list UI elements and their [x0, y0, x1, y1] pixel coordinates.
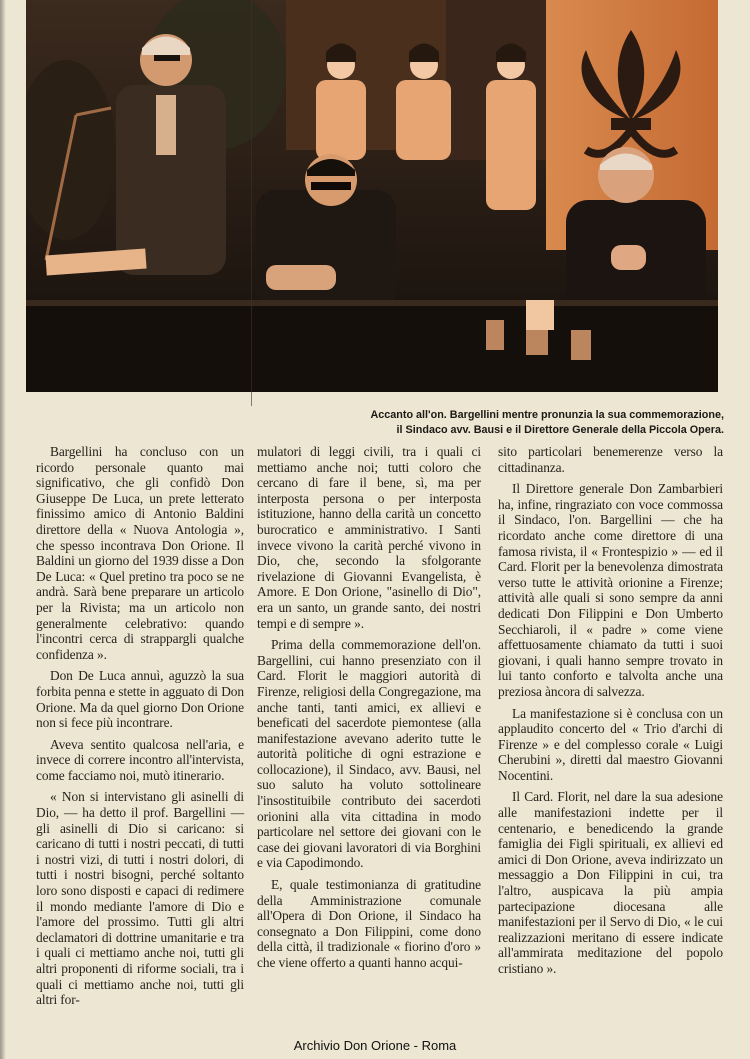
article-column-3 — [498, 444, 723, 983]
paragraph: Aveva sentito qualcosa nell'aria, e invece di correre incontro all'intervista, come facciamo noi, mutò itinerario. — [36, 736, 244, 783]
paragraph: Don De Luca annuì, aguzzò la sua forbita penna e stette in agguato di Don Orione. Ma da quel giorno Don Orione non si fece più incontrare. — [36, 668, 244, 731]
paragraph: Il Card. Florit, nel dare la sua adesione alle manifestazioni indette per il centenario, e benedicendo la grande famiglia dei Figli spirituali, ex allievi ed amici di Don Orione, aveva indirizzato un messaggio a Don Filippini in cui, tra l'altro, auspicava la più ampia partecipazione diocesana alle manifestazioni per il Servo di Dio, « le cui realizzazioni meritano di essere indicate all'ammirata meditazione del popolo cristiano ». — [498, 789, 723, 976]
photo-caption — [284, 408, 724, 438]
commemoration-photo — [26, 0, 718, 392]
paragraph: mulatori di leggi civili, tra i quali ci mettiamo anche noi; tutti coloro che cercano di fare il bene, sì, ma per interposta persona o per interposta istituzione, hanno della carità un concetto burocratico e amministrativo. I Santi invece vivono la carità perché vivono in Dio, che, secondo la sfolgorante rivelazione di Giovanni Evangelista, è Amore. E Don Orione, "asinello di Dio", era un santo, un grande santo, dei nostri tempi e di sempre ». — [257, 444, 481, 631]
article-column-1 — [36, 444, 244, 1014]
caption-line-2: il Sindaco avv. Bausi e il Direttore Generale della Piccola Opera. — [396, 424, 724, 436]
page-fold — [251, 0, 252, 406]
article-column-2 — [257, 444, 481, 977]
paragraph: La manifestazione si è conclusa con un applaudito concerto del « Trio d'archi di Firenze » e del complesso corale « Luigi Cherubini », diretti dal maestro Giovanni Nocentini. — [498, 705, 723, 783]
paragraph: Il Direttore generale Don Zambarbieri ha, infine, ringraziato con voce commossa il Sindaco, l'on. Bargellini — che ha ricordato anche come direttore di una famosa rivista, il « Frontespizio » — ed il Card. Florit per la benevolenza dimostrata verso tutte le attività orionine a Firenze; attività alle quali si sono sempre da anni dedicati Don Filippini e Don Umberto Secchiaroli, il « padre » come viene affettuosamente chiamato da tutti i suoi giovani, i quali hanno sempre trovato in lui tanto conforto e talvolta anche una preziosa àncora di salvezza. — [498, 481, 723, 699]
page-binding-edge — [0, 0, 6, 1059]
paragraph: sito particolari benemerenze verso la cittadinanza. — [498, 444, 723, 475]
archive-footer: Archivio Don Orione - Roma — [293, 1038, 457, 1053]
paragraph: E, quale testimonianza di gratitudine della Amministrazione comunale all'Opera di Don Orione, il Sindaco ha consegnato a Don Filippini, come dono della città, il tradizionale « fiorino d'oro » che viene offerto a quanti hanno acqui- — [257, 877, 481, 970]
caption-line-1: Accanto all'on. Bargellini mentre pronunzia la sua commemorazione, — [370, 409, 724, 421]
paragraph: « Non si intervistano gli asinelli di Dio, — ha detto il prof. Bargellini — gli asinelli di Dio si caricano: si caricano di tutti i nostri peccati, di tutti i nostri vizi, di tutti i nostri dolori, di tutti i nostri bisogni, perché soltanto loro sono disposti e capaci di redimere il mondo mediante l'amore di Dio e l'amore del prossimo. Tutti gli altri declamatori di dottrine umanitarie e tra i quali ci mettiamo anche noi, tutti gli altri proponenti di riforme sociali, tra i quali ci mettiamo anche noi, tutti gli altri for- — [36, 789, 244, 1008]
commemoration-photo-icon — [26, 0, 718, 392]
paragraph: Prima della commemorazione dell'on. Bargellini, cui hanno presenziato con il Card. Florit le maggiori autorità di Firenze, religiosi della Congregazione, ma anche tanti, tanti amici, ex allievi e beneficati del sacerdote piemontese (alla manifestazione avevano aderito tutte le autorità politiche di ogni estrazione e collocazione), il Sindaco, avv. Bausi, nel suo saluto ha voluto sottolineare l'insostituibile contributo dei sacerdoti orionini alla vita cittadina in modo particolare nel settore dei giovani con le case dei giovani lavoratori di via Borghini e via Capodimondo. — [257, 637, 481, 871]
paragraph: Bargellini ha concluso con un ricordo personale quanto mai significativo, che gli confidò Don Giuseppe De Luca, un prete letterato finissimo amico di Antonio Baldini direttore della « Nuova Antologia », che spesso incontrava Don Orione. Il Baldini un giorno del 1939 disse a Don De Luca: « Quel pretino tra poco se ne andrà. Sarà bene preparare un articolo per la Rivista; ma un articolo non generalmente celebrativo: quando l'incontri cerca di strappargli qualche confidenza ». — [36, 444, 244, 662]
